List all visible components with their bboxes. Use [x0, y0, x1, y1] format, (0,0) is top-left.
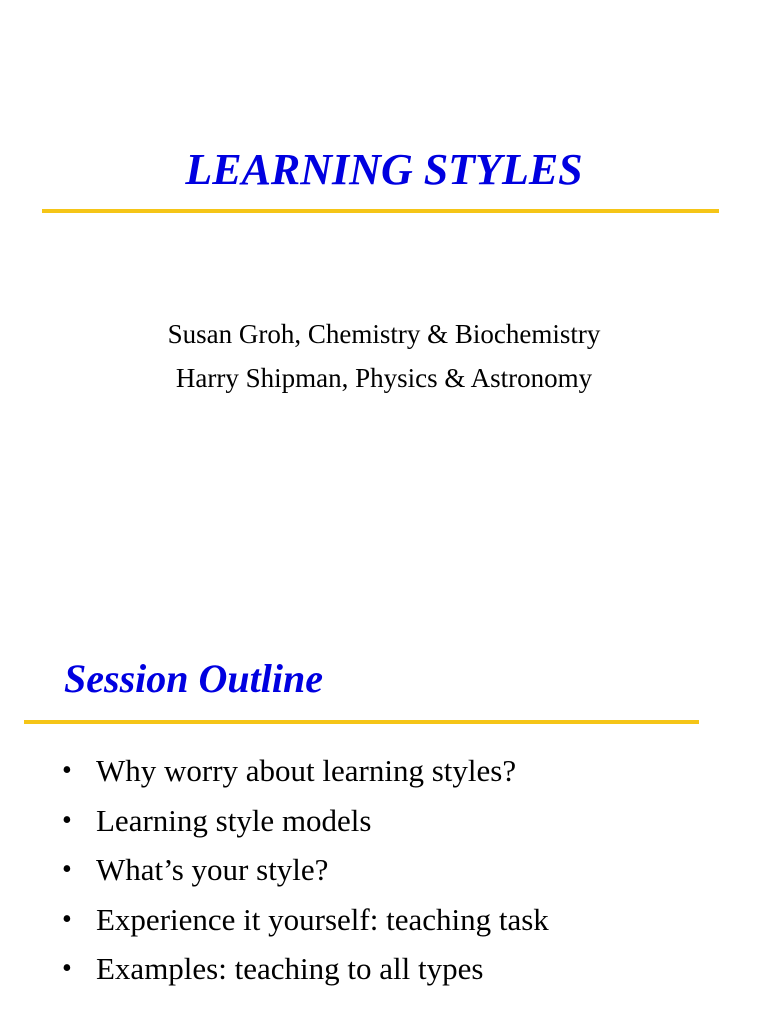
bullet-icon: •: [62, 903, 72, 935]
outline-item: [62, 895, 742, 945]
bullet-icon: •: [62, 804, 72, 836]
author-line: Harry Shipman, Physics & Astronomy: [175, 363, 593, 393]
author-list: [0, 312, 768, 400]
bullet-icon: •: [62, 854, 72, 885]
outline-item-text: Learning style models: [96, 802, 372, 838]
outline-item-text: Examples: teaching to all types: [96, 951, 484, 986]
bullet-icon: •: [62, 953, 72, 984]
title-divider: [42, 209, 719, 213]
outline-list: [62, 746, 742, 994]
slide-title: LEARNING STYLES: [185, 145, 583, 194]
outline-item: [62, 845, 742, 895]
author-line: Susan Groh, Chemistry & Biochemistry: [167, 319, 601, 349]
section-title: Session Outline: [64, 656, 323, 701]
outline-item: [62, 746, 742, 796]
outline-item-text: What’s your style?: [96, 852, 329, 887]
outline-item-text: Experience it yourself: teaching task: [96, 901, 549, 937]
outline-item: [62, 944, 742, 994]
outline-item: [62, 796, 742, 846]
outline-item-text: Why worry about learning styles?: [96, 753, 517, 788]
bullet-icon: •: [62, 755, 72, 786]
section-divider: [24, 720, 699, 724]
